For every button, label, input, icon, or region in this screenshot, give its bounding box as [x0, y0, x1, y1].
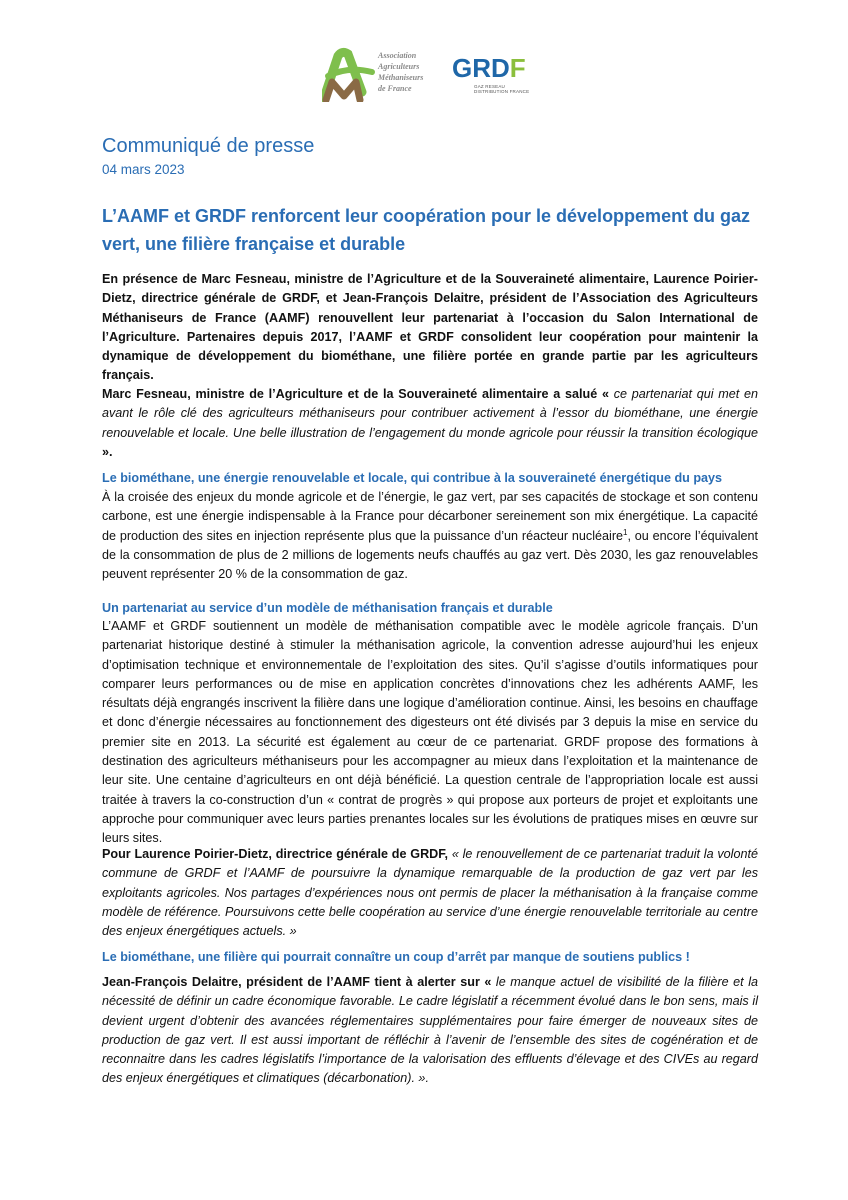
grdf-logo-word: GRDF — [452, 53, 526, 83]
aamf-logo-text: Association Agriculteurs Méthaniseurs de France — [378, 51, 424, 93]
quote-fesneau: Marc Fesneau, ministre de l’Agriculture et de la Souveraineté alimentaire a salué « ce partenariat qui met en avant le rôle clé des agriculteurs méthaniseurs pour contribuer activement à l’essor du biométhane, une énergie renouvelable et locale. Une belle illustration de l’engagement du monde agricole pour réussir la transition écologique ». — [102, 387, 758, 459]
grdf-logo-subtitle: GAZ RESEAU DISTRIBUTION FRANCE — [474, 84, 530, 94]
section-heading-souverainete: Le biométhane, une énergie renouvelable et locale, qui contribue à la souveraineté énergétique du pays — [102, 471, 723, 485]
section-heading-partenariat: Un partenariat au service d’un modèle de méthanisation français et durable — [102, 601, 553, 615]
footnote-marker: 1 — [623, 527, 628, 537]
section-souverainete-text: À la croisée des enjeux du monde agricole et de l’énergie, le gaz vert, par ses capacités de stockage et son contenu carbone, est une énergie indispensable à la France pour décarboner sereinement son mix énergétique. La capacité de production des sites en injection représente plus que la puissance d’un réacteur nucléaire$^1$, ou encore l’équivalent de la consommation de plus de 2 millions de logements neufs chauffés au gaz vert. Dès 2030, les gaz renouvelables peuvent représenter 20 % de la consommation de gaz. — [102, 490, 758, 582]
quote-delaitre: Jean-François Delaitre, président de l’AAMF tient à alerter sur « le manque actuel de visibilité de la filière et la nécessité de définir un cadre économique favorable. Le cadre législatif a récemment évolué dans le bon sens, mais il devient urgent d’obtenir des avancées réglementaires supplémentaires pour faire émerger de nouveaux sites de production de gaz vert. Il est aussi important de réfléchir à l’avenir de l’ensemble des sites de cogénération et de reconnaitre dans les cadres législatifs l’importance de la valorisation des effluents d’élevage et des CIVEs au regard des enjeux énergétiques et climatiques (décarbonation). ». — [102, 975, 759, 1086]
press-release-date: 04 mars 2023 — [102, 162, 185, 177]
quote-poirier-dietz: Pour Laurence Poirier-Dietz, directrice générale de GRDF, « le renouvellement de ce partenariat traduit la volonté commune de GRDF et l’AAMF de poursuivre la dynamique remarquable de la production de gaz vert par les exploitants agricoles. Nos partages d’expériences nous ont permis de placer la méthanisation à la française comme modèle de référence. Poursuivons cette belle coopération au service d’une énergie renouvelable territoriale au centre des enjeux énergétiques actuels. » — [102, 847, 758, 939]
aamf-logo — [322, 46, 442, 102]
intro-paragraph: En présence de Marc Fesneau, ministre de l’Agriculture et de la Souveraineté alimentaire, Laurence Poirier-Dietz, directrice générale de GRDF, et Jean-François Delaitre, président de l’Association des Agriculteurs Méthaniseurs de France (AAMF) renouvellent leur partenariat à l’occasion du Salon International de l’Agriculture. Partenaires depuis 2017, l’AAMF et GRDF consolident leur coopération pour maintenir la dynamique de développement du biométhane, une filière portée en grande partie par les agriculteurs français. — [102, 272, 758, 383]
press-release-title: Communiqué de presse — [102, 135, 315, 157]
headline: L’AAMF et GRDF renforcent leur coopération pour le développement du gaz vert, une filière française et durable — [102, 206, 751, 254]
grdf-logo — [452, 54, 542, 98]
section-partenariat-text: L’AAMF et GRDF soutiennent un modèle de méthanisation compatible avec le modèle agricole français. D’un partenariat historique destiné à stimuler la méthanisation agricole, la convention adresse aujourd’hui les enjeux d’optimisation technique et environnementale de l’exploitation des sites. Qu’il s’agisse d’outils informatiques pour comparer leurs performances ou de mise en application concrètes d’innovations chez les adhérents AAMF, les résultats déjà engrangés inscrivent la filière dans une logique d’amélioration continue. Ainsi, les besoins en chauffage et donc d’énergie nécessaires au fonctionnement des digesteurs ont été divisés par 3 depuis la mise en service du premier site en 2013. La sécurité est également au cœur de ce partenariat. GRDF propose des formations à destination des agriculteurs méthaniseurs pour les accompagner au mieux dans l’exploitation et la maintenance de leur site. Une centaine d’agriculteurs en ont déjà bénéficié. La question centrale de l’appropriation locale est aussi traitée à travers la co-construction d’un « contrat de progrès » qui propose aux porteurs de projet et exploitants une approche pour communiquer avec leurs parties prenantes locales sur les évolutions de pratiques mises en œuvre sur leurs sites. — [102, 619, 758, 846]
aamf-logo-mark — [322, 46, 378, 102]
section-heading-soutiens-publics: Le biométhane, une filière qui pourrait connaître un coup d’arrêt par manque de soutiens publics ! — [102, 950, 690, 964]
logos-header — [322, 44, 552, 104]
